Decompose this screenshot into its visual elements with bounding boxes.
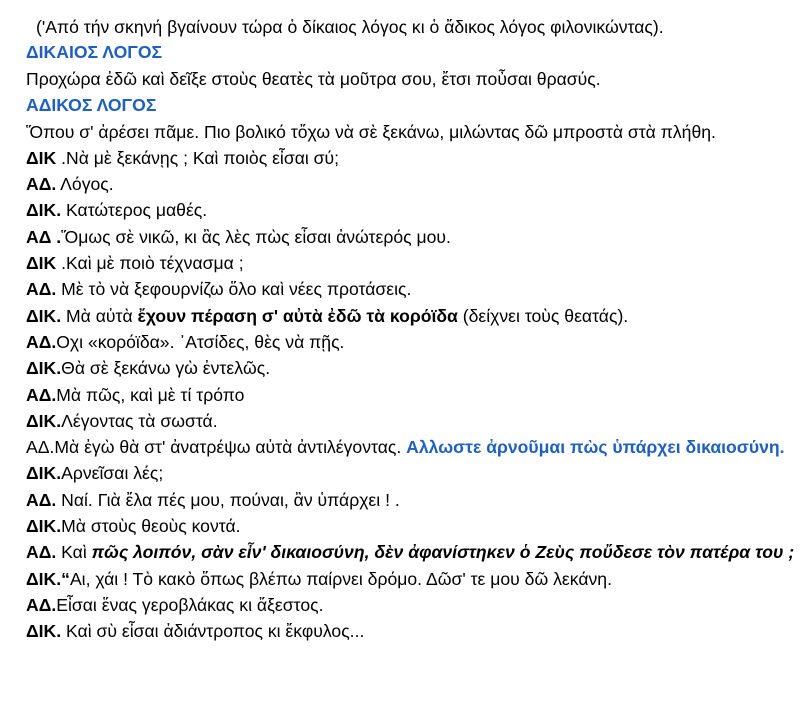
- line-text: .Καὶ μὲ ποιὸ τέχνασμα ;: [56, 253, 244, 274]
- speaker-label: ΔΙΚ.: [26, 516, 62, 537]
- emphasis-text: ἔχουν πέραση σ' αὐτὰ ἐδῶ τὰ κορόϊδα: [137, 305, 458, 326]
- dialogue-line: [26, 592, 796, 618]
- dialogue-line: [26, 355, 796, 381]
- dialogue-line: [26, 119, 796, 145]
- line-text: Οχι «κορόϊδα». ᾽Ατσίδες, θὲς νὰ πῇς.: [56, 331, 345, 352]
- speaker-label: ΔΙΚ.: [26, 621, 62, 642]
- speaker-label: ΑΔ.: [26, 594, 57, 615]
- line-text: Ναί. Γιὰ ἔλα πές μου, πούναι, ἂν ὑπάρχει ! .: [56, 489, 400, 510]
- dialogue-line: [26, 408, 796, 434]
- line-text: Κατώτερος μαθές.: [61, 200, 208, 221]
- line-text: Προχώρα ἐδῶ καὶ δεῖξε στοὺς θεατὲς τὰ μοῦτρα σου, ἔτσι ποὖσαι θρασύς.: [26, 69, 601, 90]
- speaker-label: ΑΔ.: [26, 489, 57, 510]
- line-text: Ὅπου σ' ἀρέσει πᾶμε. Πιο βολικό τὄχω νὰ σὲ ξεκάνω, μιλώντας δῶ μπροστὰ στὰ πλήθη.: [26, 121, 716, 142]
- line-text: Μὰ πῶς, καὶ μὲ τί τρόπο: [56, 384, 245, 405]
- line-text: Λόγος.: [56, 174, 114, 195]
- dialogue-line: [26, 224, 796, 250]
- line-text: ΑΔ.Μὰ ἐγὼ θὰ στ' ἀνατρέψω αὐτὰ ἀντιλέγοντας.: [26, 437, 407, 458]
- heading-dikaios-logos: ΔΙΚΑΙΟΣ ΛΟΓΟΣ: [26, 42, 163, 63]
- speaker-label: ΑΔ .: [26, 226, 62, 247]
- speaker-label: ΑΔ.: [26, 542, 57, 563]
- line-text: Λέγοντας τὰ σωστά.: [61, 410, 218, 431]
- line-text: Καὶ σὺ εἶσαι ἀδιάντροπος κι ἔκφυλος...: [61, 621, 365, 642]
- dialogue-line: [26, 487, 796, 513]
- line-text: Εἶσαι ἕνας γεροβλάκας κι ἄξεστος.: [56, 594, 324, 615]
- speaker-label: ΑΔ.: [26, 174, 57, 195]
- line-text: Μὲ τὸ νὰ ξεφουρνίζω ὅλο καὶ νέες προτάσεις.: [56, 279, 412, 300]
- speaker-label: ΑΔ.: [26, 279, 57, 300]
- speaker-label: ΔΙΚ.“: [26, 568, 70, 589]
- speaker-label: ΔΙΚ.: [26, 463, 62, 484]
- dialogue-line: [26, 618, 796, 644]
- emphasis-text: πῶς λοιπόν, σὰν εἶν' δικαιοσύνη, δὲν ἀφανίστηκεν ὁ Ζεὺς ποὔδεσε τὸν πατέρα του ;: [91, 542, 795, 563]
- speaker-label: ΔΙΚ: [26, 147, 57, 168]
- dialogue-line: [26, 250, 796, 276]
- line-text: Καὶ: [56, 542, 92, 563]
- speaker-label: ΑΔ.: [26, 384, 57, 405]
- dialogue-line: [26, 145, 796, 171]
- speaker-label: ΔΙΚ: [26, 253, 57, 274]
- dialogue-line: [26, 329, 796, 355]
- dialogue-line: [26, 171, 796, 197]
- heading-adikos-logos: ΑΔΙΚΟΣ ΛΟΓΟΣ: [26, 94, 157, 115]
- dialogue-line: [26, 513, 796, 539]
- speaker-label: ΔΙΚ.: [26, 358, 62, 379]
- speaker-label: ΑΔ.: [26, 331, 57, 352]
- dialogue-line: [26, 303, 796, 329]
- line-text: Ὅμως σὲ νικῶ, κι ἂς λὲς πὼς εἶσαι ἀνώτερός μου.: [61, 226, 451, 247]
- line-text: Θὰ σὲ ξεκάνω γὼ ἐντελῶς.: [61, 358, 271, 379]
- dialogue-line: [26, 66, 796, 92]
- dialogue-line: [26, 566, 796, 592]
- line-text: .Νὰ μὲ ξεκάνῃς ; Καὶ ποιὸς εἶσαι σύ;: [56, 147, 340, 168]
- stage-direction-text: ('Από τήν σκηνή βγαίνουν τώρα ὁ δίκαιος λόγος κι ὁ ἄδικος λόγος φιλονικώντας).: [36, 17, 664, 37]
- speaker-label: ΔΙΚ.: [26, 410, 62, 431]
- line-text: Αι, χάι ! Τὸ κακὸ ὅπως βλέπω παίρνει δρόμο. Δῶσ' τε μου δῶ λεκάνη.: [69, 568, 612, 589]
- highlight-text: Αλλωστε ἀρνοῦμαι πὼς ὑπάρχει δικαιοσύνη.: [406, 437, 785, 458]
- dialogue-line: [26, 539, 796, 565]
- dialogue-line: [26, 382, 796, 408]
- line-text: Αρνεῖσαι λές;: [61, 463, 164, 484]
- stage-direction: [26, 14, 796, 40]
- dialogue-line: [26, 434, 796, 460]
- dialogue-line: [26, 197, 796, 223]
- line-text: (δείχνει τοὺς θεατάς).: [457, 305, 629, 326]
- speaker-label: ΔΙΚ.: [26, 305, 62, 326]
- speaker-label: ΔΙΚ.: [26, 200, 62, 221]
- line-text: Μὰ στοὺς θεοὺς κοντά.: [61, 516, 241, 537]
- dialogue-line: [26, 276, 796, 302]
- line-text: Μὰ αὐτὰ: [61, 305, 138, 326]
- document-body: [26, 14, 796, 645]
- dialogue-line: [26, 460, 796, 486]
